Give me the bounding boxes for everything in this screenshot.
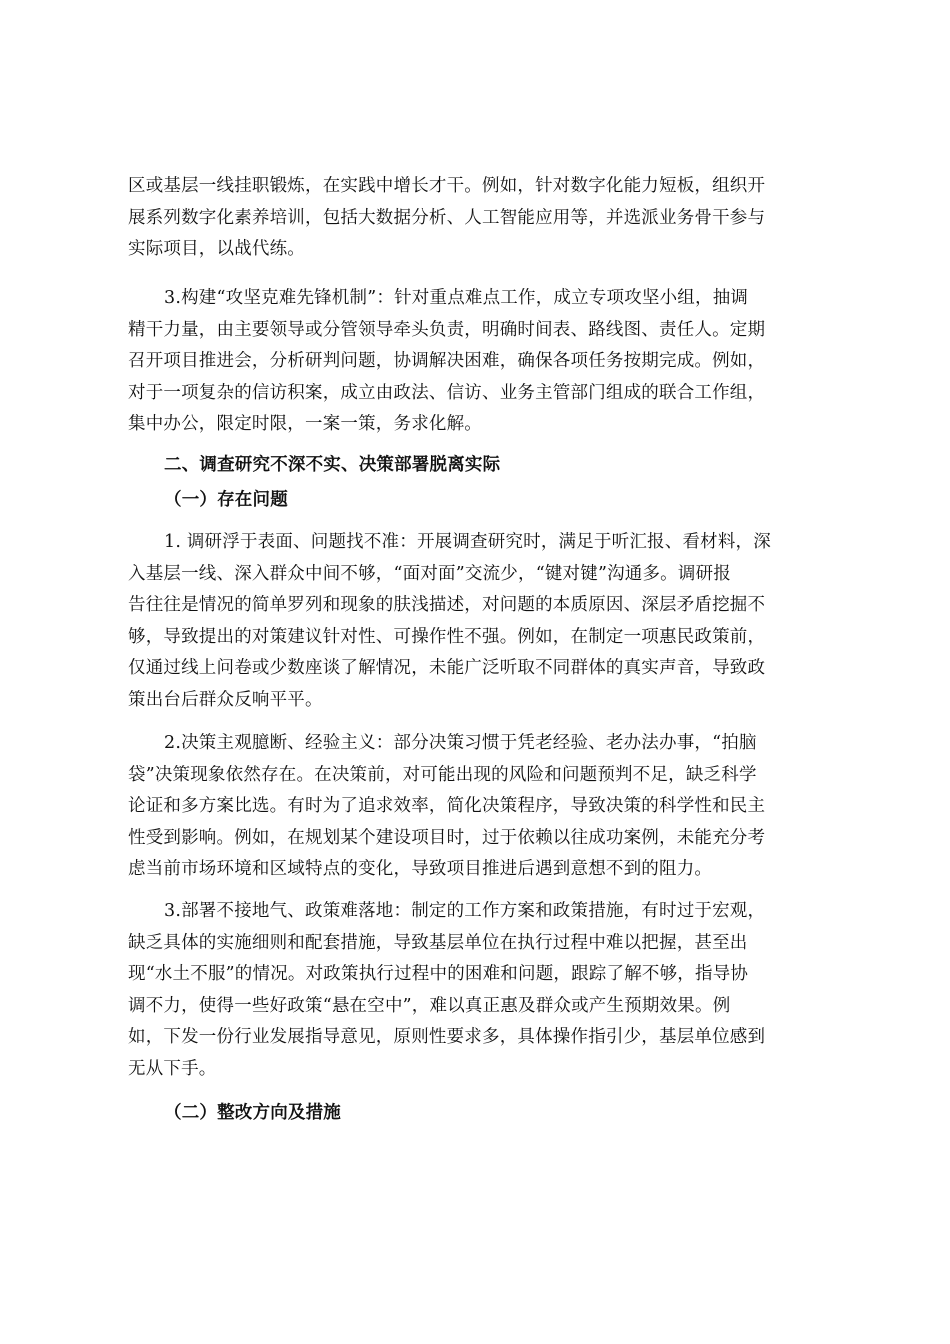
paragraph-deployment-issue — [128, 896, 828, 1085]
section-heading-text: 二、调查研究不深不实、决策部署脱离实际 — [164, 455, 501, 475]
text-line: 精干力量，由主要领导或分管领导牵头负责，明确时间表、路线图、责任人。定期 — [128, 319, 766, 340]
text-line: 3.构建“攻坚克难先锋机制”：针对重点难点工作，成立专项攻坚小组，抽调 — [164, 288, 749, 308]
text-line: 1. 调研浮于表面、问题找不准：开展调查研究时，满足于听汇报、看材料，深 — [164, 532, 771, 552]
paragraph-decision-issue — [128, 728, 828, 886]
text-line: 虑当前市场环境和区域特点的变化，导致项目推进后遇到意想不到的阻力。 — [128, 859, 713, 879]
text-line: 2.决策主观臆断、经验主义：部分决策习惯于凭老经验、老办法办事，“拍脑 — [164, 733, 757, 753]
paragraph-pioneer-mechanism — [128, 283, 828, 441]
text-line: 仅通过线上问卷或少数座谈了解情况，未能广泛听取不同群体的真实声音，导致政 — [128, 658, 766, 678]
text-line: 入基层一线、深入群众中间不够，“面对面”交流少，“键对键”沟通多。调研报 — [128, 563, 731, 584]
text-line: 策出台后群众反响平平。 — [128, 689, 323, 710]
text-line: 现“水土不服”的情况。对政策执行过程中的困难和问题，跟踪了解不够，指导协 — [128, 964, 749, 984]
text-line: 集中办公，限定时限，一案一策，务求化解。 — [128, 414, 482, 434]
text-line: 够，导致提出的对策建议针对性、可操作性不强。例如，在制定一项惠民政策前， — [128, 626, 766, 647]
text-line: 实际项目，以战代练。 — [128, 239, 305, 259]
text-line: 告往往是情况的简单罗列和现象的肤浅描述，对问题的本质原因、深层矛盾挖掘不 — [128, 595, 766, 615]
text-line: 如，下发一份行业发展指导意见，原则性要求多，具体操作指引少，基层单位感到 — [128, 1027, 766, 1047]
text-line: 3.部署不接地气、政策难落地：制定的工作方案和政策措施，有时过于宏观， — [164, 901, 766, 921]
text-line: 性受到影响。例如，在规划某个建设项目时，过于依赖以往成功案例，未能充分考 — [128, 827, 766, 848]
text-line: 缺乏具体的实施细则和配套措施，导致基层单位在执行过程中难以把握，甚至出 — [128, 932, 748, 953]
text-line: 袋”决策现象依然存在。在决策前，对可能出现的风险和问题预判不足，缺乏科学 — [128, 764, 757, 785]
paragraph-research-issue — [128, 527, 828, 716]
subsection-heading-text: （二）整改方向及措施 — [164, 1103, 341, 1123]
section-heading — [128, 450, 828, 482]
paragraph-continuation — [128, 171, 828, 266]
text-line: 区或基层一线挂职锻炼，在实践中增长才干。例如，针对数字化能力短板，组织开 — [128, 176, 766, 196]
subsection-heading — [128, 485, 828, 517]
text-line: 无从下手。 — [128, 1058, 217, 1079]
text-line: 召开项目推进会，分析研判问题，协调解决困难，确保各项任务按期完成。例如， — [128, 351, 766, 371]
subsection-heading-text: （一）存在问题 — [164, 490, 288, 510]
text-line: 展系列数字化素养培训，包括大数据分析、人工智能应用等，并选派业务骨干参与 — [128, 207, 766, 228]
text-line: 论证和多方案比选。有时为了追求效率，简化决策程序，导致决策的科学性和民主 — [128, 796, 766, 816]
subsection-heading — [128, 1098, 828, 1130]
text-line: 对于一项复杂的信访积案，成立由政法、信访、业务主管部门组成的联合工作组， — [128, 382, 766, 403]
text-line: 调不力，使得一些好政策“悬在空中”，难以真正惠及群众或产生预期效果。例 — [128, 995, 731, 1016]
